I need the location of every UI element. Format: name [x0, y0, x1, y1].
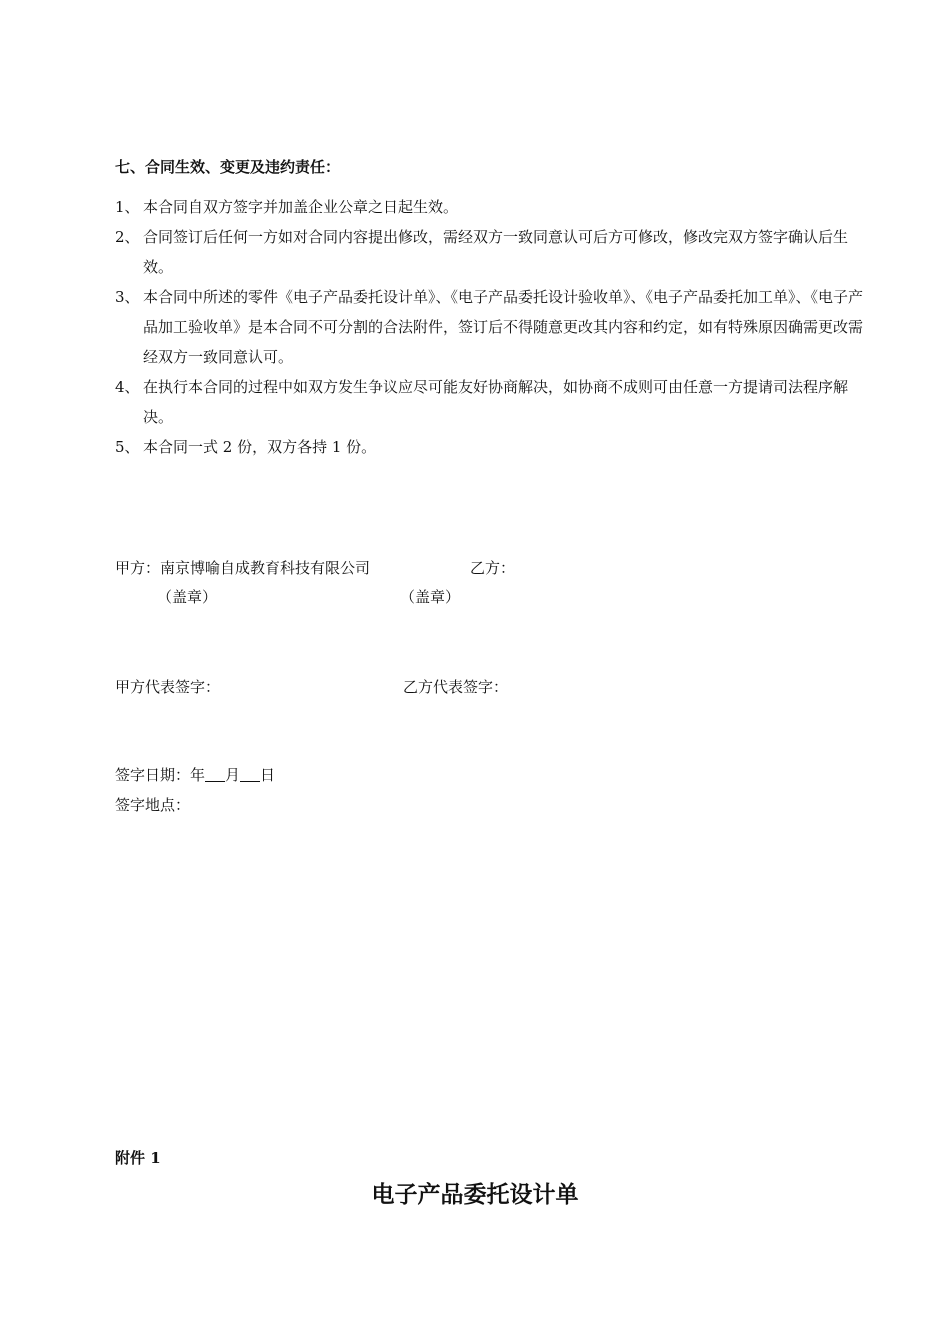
rep-a-signature-label: 甲方代表签字： [115, 678, 221, 696]
sign-place-label: 签字地点： [115, 796, 191, 814]
clause-number: 3、 [115, 288, 140, 306]
party-b-label: 乙方： [470, 559, 516, 577]
rep-b-signature-label: 乙方代表签字： [403, 678, 509, 696]
month-blank [205, 767, 225, 782]
month-label: 月 [225, 766, 241, 784]
seal-a-label: （盖章） [157, 588, 218, 606]
clause-number: 2、 [115, 228, 140, 246]
clause-text: 本合同自双方签字并加盖企业公章之日起生效。 [143, 198, 459, 216]
attachment-label: 附件 1 [115, 1149, 161, 1167]
clause-text: 合同签订后任何一方如对合同内容提出修改，需经双方一致同意认可后方可修改，修改完双方签字确认后生效。 [143, 228, 849, 276]
clause-text: 本合同中所述的零件《电子产品委托设计单》、《电子产品委托设计验收单》、《电子产品委托加工单》、《电子产品加工验收单》是本合同不可分割的合法附件，签订后不得随意更改其内容和约定，如有特殊原因确需更改需经双方一致同意认可。 [143, 288, 864, 366]
sign-date-label: 签字日期：年 [115, 766, 206, 784]
clause-number: 1、 [115, 198, 140, 216]
attachment-title: 电子产品委托设计单 [371, 1181, 579, 1208]
clause-number: 4、 [115, 378, 140, 396]
clause-number: 5、 [115, 438, 140, 456]
seal-b-label: （盖章） [400, 588, 461, 606]
party-a-label: 甲方：南京博喻自成教育科技有限公司 [115, 559, 371, 577]
day-label: 日 [260, 766, 276, 784]
clause-text: 在执行本合同的过程中如双方发生争议应尽可能友好协商解决，如协商不成则可由任意一方提请司法程序解决。 [143, 378, 849, 426]
sign-date [115, 764, 275, 785]
section-title: 七、合同生效、变更及违约责任： [115, 158, 341, 176]
clause-text: 本合同一式 2 份，双方各持 1 份。 [143, 438, 377, 456]
day-blank [240, 767, 260, 782]
